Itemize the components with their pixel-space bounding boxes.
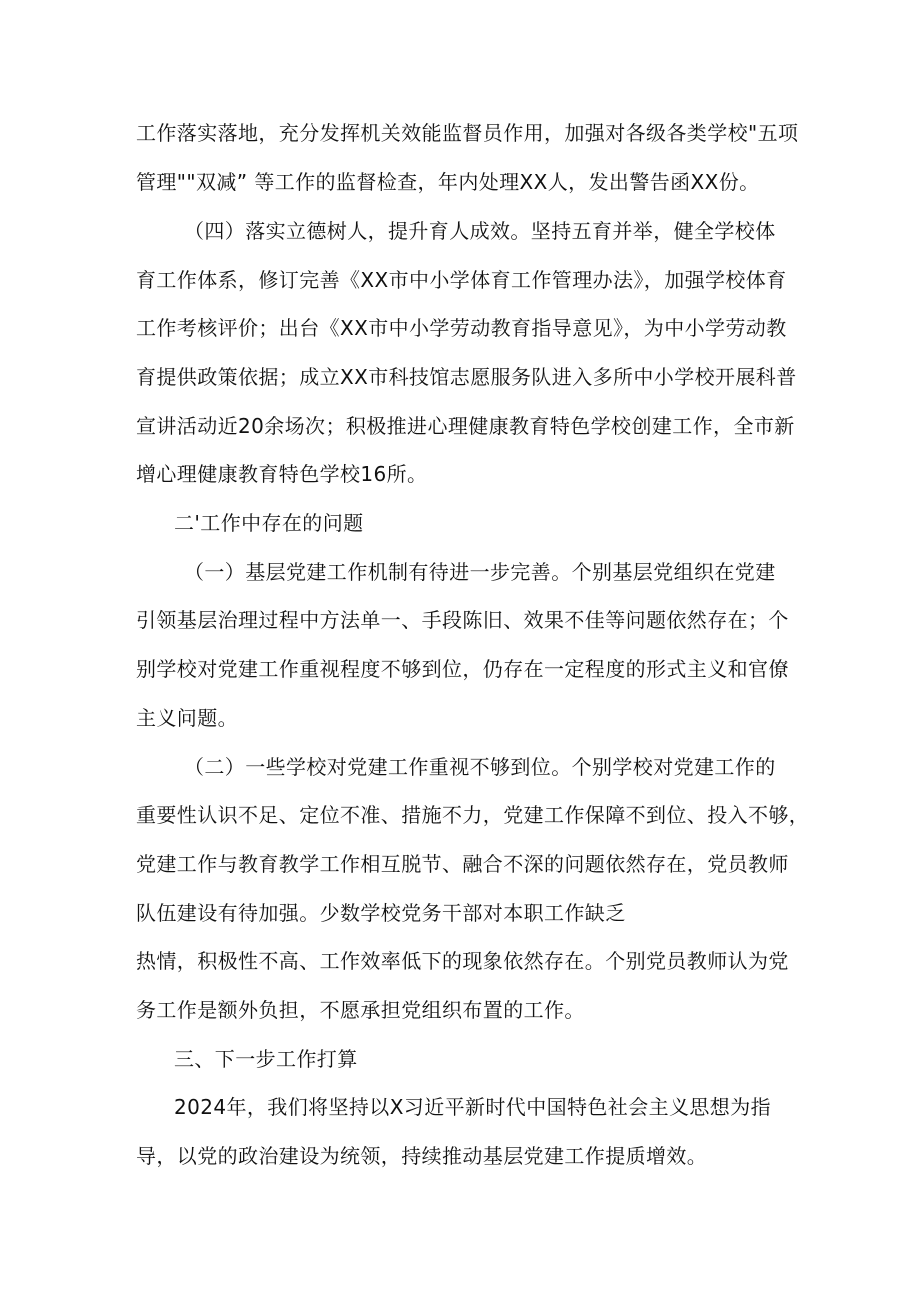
paragraph-line: 工作落实落地，充分发挥机关效能监督员作用，加强对各级各类学校"五项 <box>136 121 799 145</box>
paragraph-line: 增心理健康教育特色学校16所。 <box>136 462 428 486</box>
paragraph-line: 主义问题。 <box>136 706 238 730</box>
section-heading-next-steps: 三、下一步工作打算 <box>174 1047 358 1071</box>
section-heading-4: （四）落实立德树人，提升育人成效。坚持五育并举，健全学校体 <box>184 219 776 243</box>
paragraph-line: 引领基层治理过程中方法单一、手段陈旧、效果不佳等问题依然存在；个 <box>136 608 789 632</box>
paragraph-line: 热情，积极性不高、工作效率低下的现象依然存在。个别党员教师认为党 <box>136 949 789 973</box>
paragraph-line: 宣讲活动近20余场次；积极推进心理健康教育特色学校创建工作，全市新 <box>136 414 795 438</box>
paragraph-line: 工作考核评价；出台《XX市中小学劳动教育指导意见》，为中小学劳动教 <box>136 316 787 340</box>
section-heading-1: （一）基层党建工作机制有待进一步完善。个别基层党组织在党建 <box>184 560 776 584</box>
paragraph-line: 育提供政策依据；成立XX市科技馆志愿服务队进入多所中小学校开展科普 <box>136 365 797 389</box>
paragraph-line: 党建工作与教育教学工作相互脱节、融合不深的问题依然存在，党员教师 <box>136 852 789 876</box>
paragraph-line: 2024年，我们将坚持以X习近平新时代中国特色社会主义思想为指 <box>174 1095 771 1119</box>
paragraph-line: 别学校对党建工作重视程度不够到位，仍存在一定程度的形式主义和官僚 <box>136 657 789 681</box>
paragraph-line: 重要性认识不足、定位不准、措施不力，党建工作保障不到位、投入不够， <box>136 803 810 827</box>
paragraph-line: 管理""双减” 等工作的监督检查，年内处理XX人，发出警告函XX份。 <box>136 170 760 194</box>
paragraph-line: 队伍建设有待加强。少数学校党务干部对本职工作缺乏 <box>136 901 626 925</box>
paragraph-line: 务工作是额外负担，不愿承担党组织布置的工作。 <box>136 998 585 1022</box>
paragraph-line: 导，以党的政治建设为统领，持续推动基层党建工作提质增效。 <box>136 1144 708 1168</box>
paragraph-line: 育工作体系，修订完善《XX市中小学体育工作管理办法》，加强学校体育 <box>136 268 787 292</box>
section-heading-problems: 二'工作中存在的问题 <box>174 511 364 535</box>
section-heading-2: （二）一些学校对党建工作重视不够到位。个别学校对党建工作的 <box>184 755 776 779</box>
